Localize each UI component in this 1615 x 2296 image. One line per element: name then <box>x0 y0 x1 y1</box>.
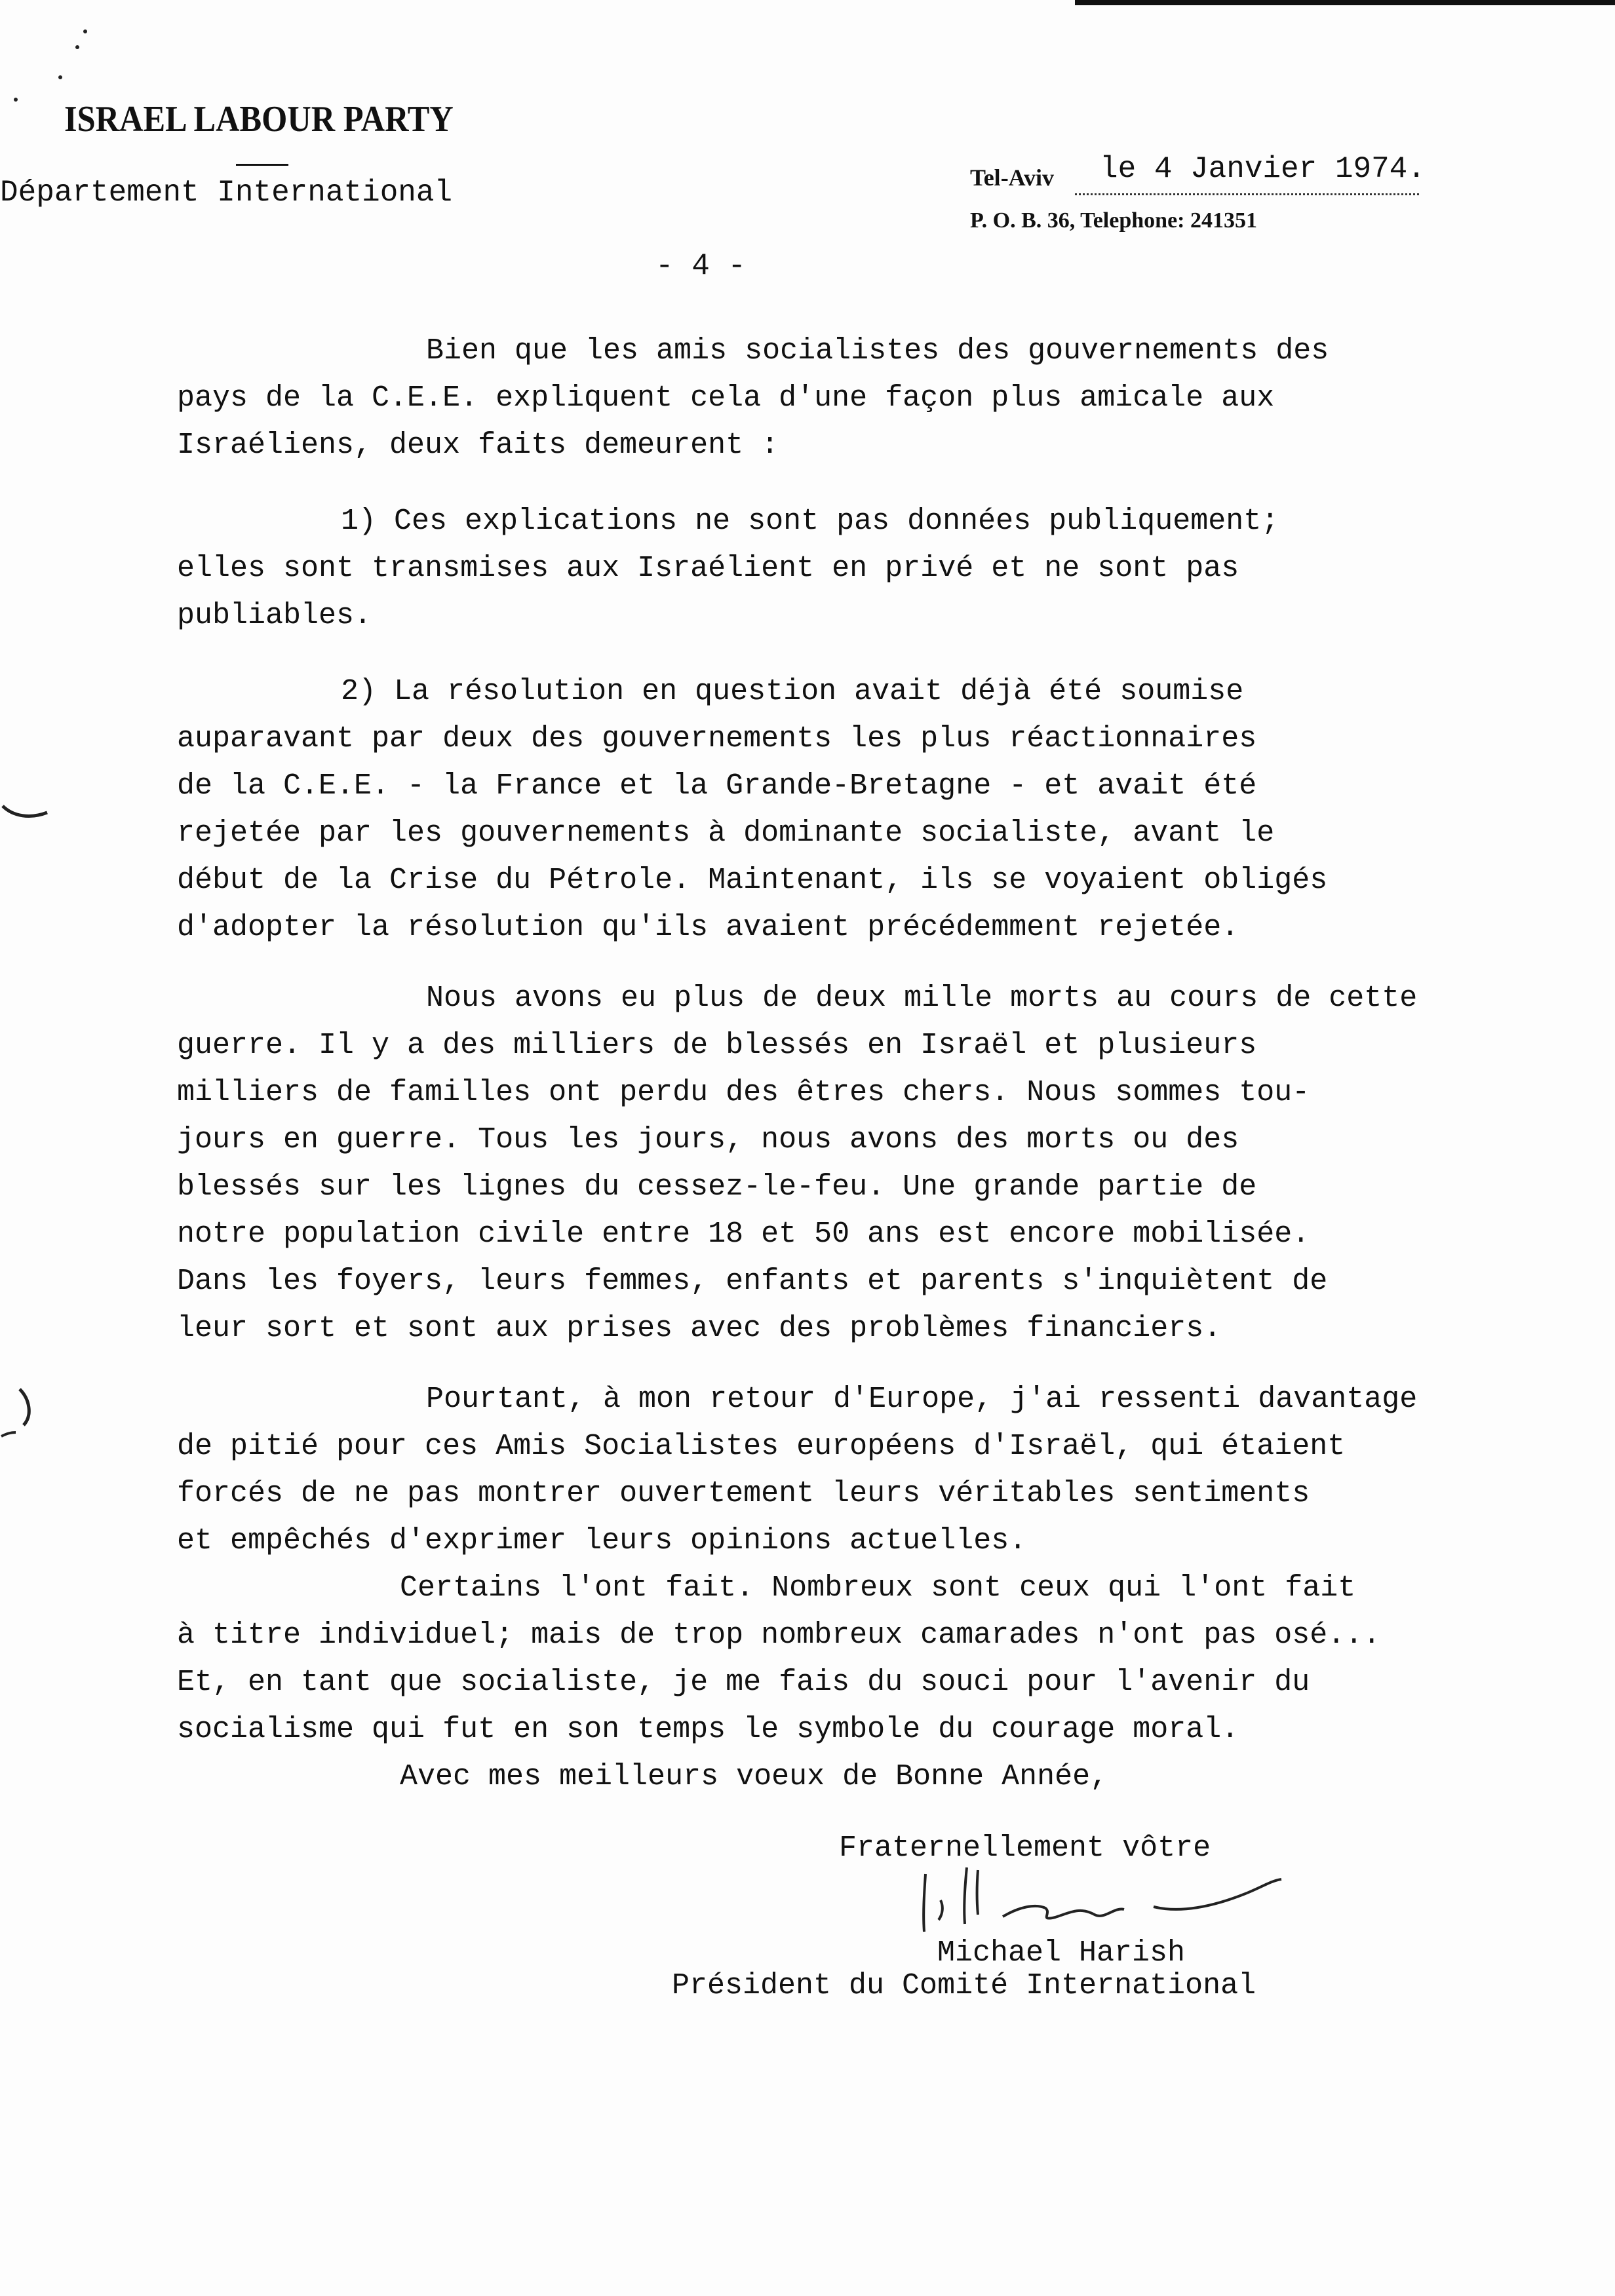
body-line: milliers de familles ont perdu des êtres chers. Nous sommes tou- <box>177 1076 1310 1109</box>
body-line: d'adopter la résolution qu'ils avaient précédemment rejetée. <box>177 911 1239 944</box>
letter-date: le 4 Janvier 1974. <box>1100 152 1426 186</box>
body-line: 2) La résolution en question avait déjà été soumise <box>341 675 1244 708</box>
body-line: Bien que les amis socialistes des gouvernements des <box>426 334 1329 368</box>
body-line: 1) Ces explications ne sont pas données publiquement; <box>341 505 1279 538</box>
body-line: forcés de ne pas montrer ouvertement leurs véritables sentiments <box>177 1477 1310 1510</box>
body-line: jours en guerre. Tous les jours, nous avons des morts ou des <box>177 1123 1239 1157</box>
body-line: Israéliens, deux faits demeurent : <box>177 429 779 462</box>
city-label: Tel-Aviv <box>970 164 1055 191</box>
body-line: début de la Crise du Pétrole. Maintenant, ils se voyaient obligés <box>177 864 1328 897</box>
body-line: leur sort et sont aux prises avec des problèmes financiers. <box>177 1312 1222 1345</box>
letterhead-rule <box>236 164 288 166</box>
body-line: Avec mes meilleurs voeux de Bonne Année, <box>400 1760 1108 1793</box>
body-line: guerre. Il y a des milliers de blessés en Israël et plusieurs <box>177 1029 1257 1062</box>
date-dotted-line <box>1075 193 1419 195</box>
signer-title: Président du Comité International <box>672 1969 1256 2002</box>
body-line: Nous avons eu plus de deux mille morts au cours de cette <box>426 982 1418 1015</box>
signer-name: Michael Harish <box>937 1936 1186 1970</box>
punch-hole-mark-upper <box>0 754 52 826</box>
punch-hole-mark-lower <box>0 1376 52 1448</box>
body-line: socialisme qui fut en son temps le symbole du courage moral. <box>177 1713 1239 1746</box>
organization-name: ISRAEL LABOUR PARTY <box>64 99 454 140</box>
corner-specks <box>0 20 92 105</box>
body-line: pays de la C.E.E. expliquent cela d'une façon plus amicale aux <box>177 381 1275 415</box>
department-name: Département International <box>0 176 453 210</box>
body-line: rejetée par les gouvernements à dominante socialiste, avant le <box>177 816 1275 850</box>
body-line: à titre individuel; mais de trop nombreux camarades n'ont pas osé... <box>177 1618 1381 1652</box>
body-line: Dans les foyers, leurs femmes, enfants et parents s'inquiètent de <box>177 1265 1328 1298</box>
closing-phrase: Fraternellement vôtre <box>839 1831 1211 1865</box>
body-line: blessés sur les lignes du cessez-le-feu. Une grande partie de <box>177 1170 1257 1204</box>
body-line: de la C.E.E. - la France et la Grande-Bretagne - et avait été <box>177 769 1257 803</box>
letter-body <box>177 328 1560 1801</box>
body-line: Certains l'ont fait. Nombreux sont ceux qui l'ont fait <box>400 1571 1356 1605</box>
body-line: publiables. <box>177 599 372 632</box>
body-line: notre population civile entre 18 et 50 ans est encore mobilisée. <box>177 1217 1310 1251</box>
body-line: Et, en tant que socialiste, je me fais du souci pour l'avenir du <box>177 1666 1310 1699</box>
body-line: elles sont transmises aux Israélient en privé et ne sont pas <box>177 552 1239 585</box>
top-edge-rule <box>1075 0 1615 5</box>
body-line: de pitié pour ces Amis Socialistes européens d'Israël, qui étaient <box>177 1430 1346 1463</box>
body-line: auparavant par deux des gouvernements les plus réactionnaires <box>177 722 1257 756</box>
handwritten-signature <box>905 1861 1298 1946</box>
body-line: Pourtant, à mon retour d'Europe, j'ai ressenti davantage <box>426 1383 1418 1416</box>
page-number: - 4 - <box>655 249 747 283</box>
contact-info: P. O. B. 36, Telephone: 241351 <box>970 208 1257 233</box>
body-line: et empêchés d'exprimer leurs opinions actuelles. <box>177 1524 1027 1558</box>
